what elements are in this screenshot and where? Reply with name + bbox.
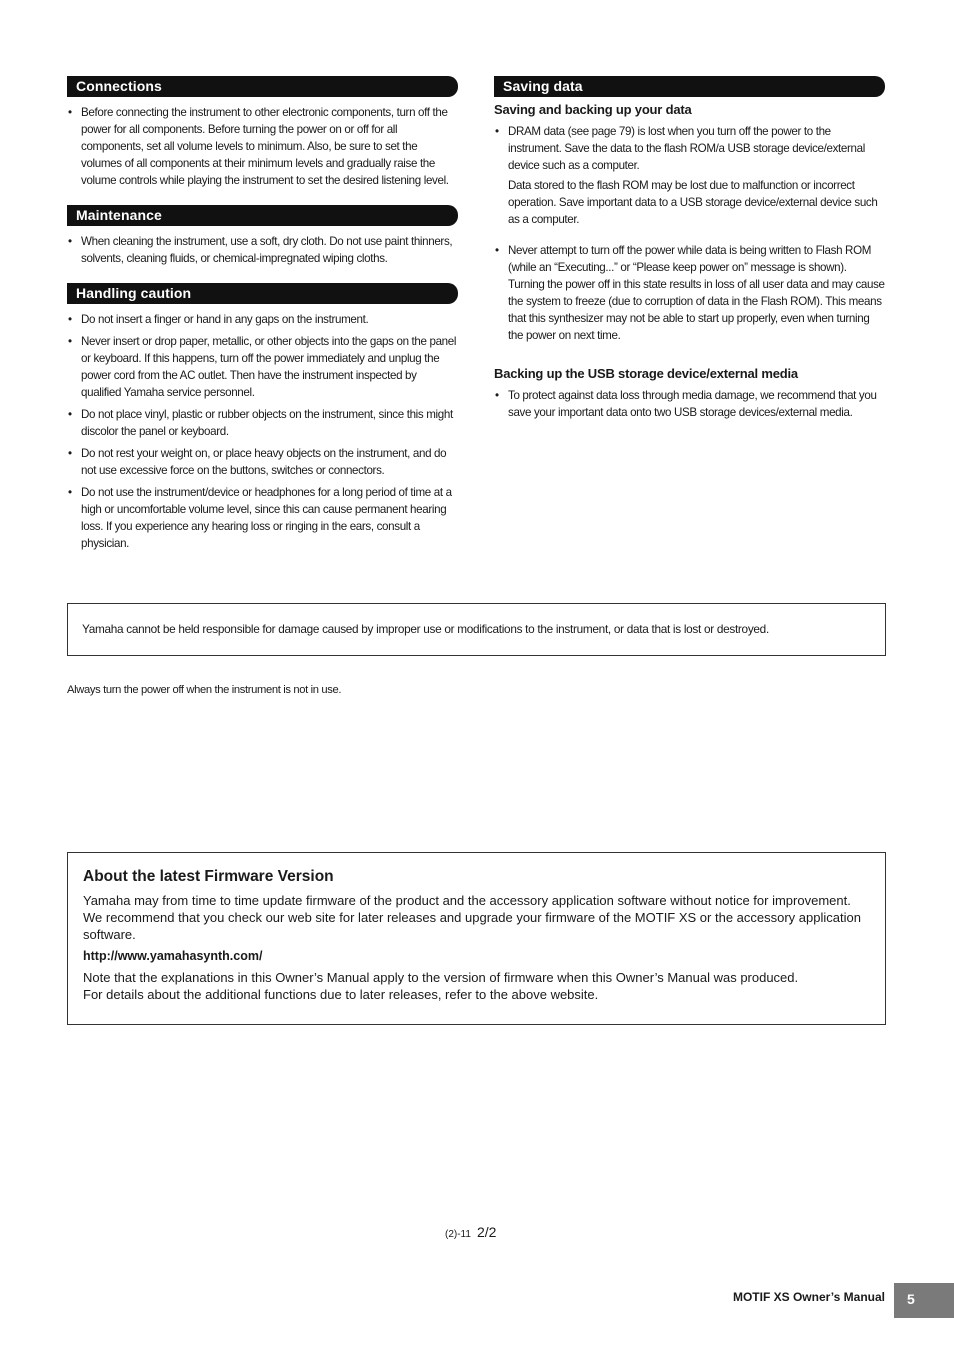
list-item: • When cleaning the instrument, use a soft, dry cloth. Do not use paint thinners, solvents, cleaning fluids, or chemical-impregnated wiping cloths.	[67, 233, 458, 267]
subheading-saving-backing-up: Saving and backing up your data	[494, 102, 692, 117]
page-fraction: 2/2	[476, 1224, 497, 1240]
list-item: • Do not use the instrument/device or headphones for a long period of time at a high or uncomfortable volume level, since this can cause permanent hearing loss. If you experience any hearing loss or ringing in the ears, consult a physician.	[67, 484, 458, 552]
right-column	[494, 76, 885, 426]
footer-manual-title: MOTIF XS Owner’s Manual	[732, 1290, 885, 1304]
firmware-title: About the latest Firmware Version	[83, 868, 334, 885]
firmware-details-paragraph: For details about the additional functions due to later releases, refer to the above website.	[83, 987, 599, 1002]
liability-notice-text: Yamaha cannot be held responsible for damage caused by improper use or modifications to the instrument, or data that is lost or destroyed.	[82, 622, 769, 636]
list-item: • Before connecting the instrument to other electronic components, turn off the power for all components. Before turning the power on or off for all components, set all volume levels to minimum. Also, be sure to set the volumes of all components at their minimum levels and gradually raise the volume controls while playing the instrument to set the desired listening level.	[67, 104, 458, 189]
list-item	[494, 123, 885, 228]
firmware-website-link[interactable]: http://www.yamahasynth.com/	[83, 949, 263, 963]
left-column	[67, 76, 458, 557]
section-heading-handling-caution: Handling caution	[67, 283, 458, 304]
firmware-paragraph: Yamaha may from time to time update firmware of the product and the accessory application software without notice for improvement. We recommend that you check our web site for later releases and upgrade your firmware of the MOTIF XS or the accessory application software.	[83, 893, 861, 942]
connections-list	[67, 104, 458, 189]
page-code	[445, 1224, 496, 1240]
list-item: • Do not rest your weight on, or place heavy objects on the instrument, and do not use excessive force on the buttons, switches or connectors.	[67, 445, 458, 479]
page-number: 5	[907, 1291, 915, 1307]
page-code-number: (2)-11	[445, 1229, 471, 1240]
list-item: • Do not place vinyl, plastic or rubber objects on the instrument, since this might discolor the panel or keyboard.	[67, 406, 458, 440]
section-heading-connections: Connections	[67, 76, 458, 97]
firmware-note-paragraph: Note that the explanations in this Owner’s Manual apply to the version of firmware when this Owner’s Manual was produced.	[83, 970, 799, 985]
subheading-backing-up-usb: Backing up the USB storage device/external media	[494, 366, 798, 381]
list-item: • Do not insert a finger or hand in any gaps on the instrument.	[67, 311, 458, 328]
firmware-info-box	[67, 852, 886, 1025]
maintenance-list	[67, 233, 458, 267]
handling-caution-list	[67, 311, 458, 552]
list-item-text: DRAM data (see page 79) is lost when you turn off the power to the instrument. Save the data to the flash ROM/a USB storage device/external device such as a computer.	[508, 125, 865, 172]
saving-list	[494, 123, 885, 344]
power-off-note: Always turn the power off when the instrument is not in use.	[67, 684, 342, 696]
list-item: • To protect against data loss through media damage, we recommend that you save your important data onto two USB storage devices/external media.	[494, 387, 885, 421]
section-heading-maintenance: Maintenance	[67, 205, 458, 226]
list-item: • Never insert or drop paper, metallic, or other objects into the gaps on the panel or keyboard. If this happens, turn off the power immediately and unplug the power cord from the AC outlet. Then have the instrument inspected by qualified Yamaha service personnel.	[67, 333, 458, 401]
list-item: • Never attempt to turn off the power while data is being written to Flash ROM (while an “Executing...” or “Please keep power on” message is shown). Turning the power off in this state results in loss of all user data and may cause the system to freeze (due to corruption of data in the Flash ROM). This means that this synthesizer may not be able to start up properly, even when turning the power on next time.	[494, 242, 885, 344]
liability-notice-box	[67, 603, 886, 656]
usb-backup-list	[494, 387, 885, 421]
section-heading-saving-data: Saving data	[494, 76, 885, 97]
page-number-tab	[894, 1283, 954, 1318]
list-item-note: Data stored to the flash ROM may be lost due to malfunction or incorrect operation. Save important data to a USB storage device/external device such as a computer.	[508, 179, 878, 226]
